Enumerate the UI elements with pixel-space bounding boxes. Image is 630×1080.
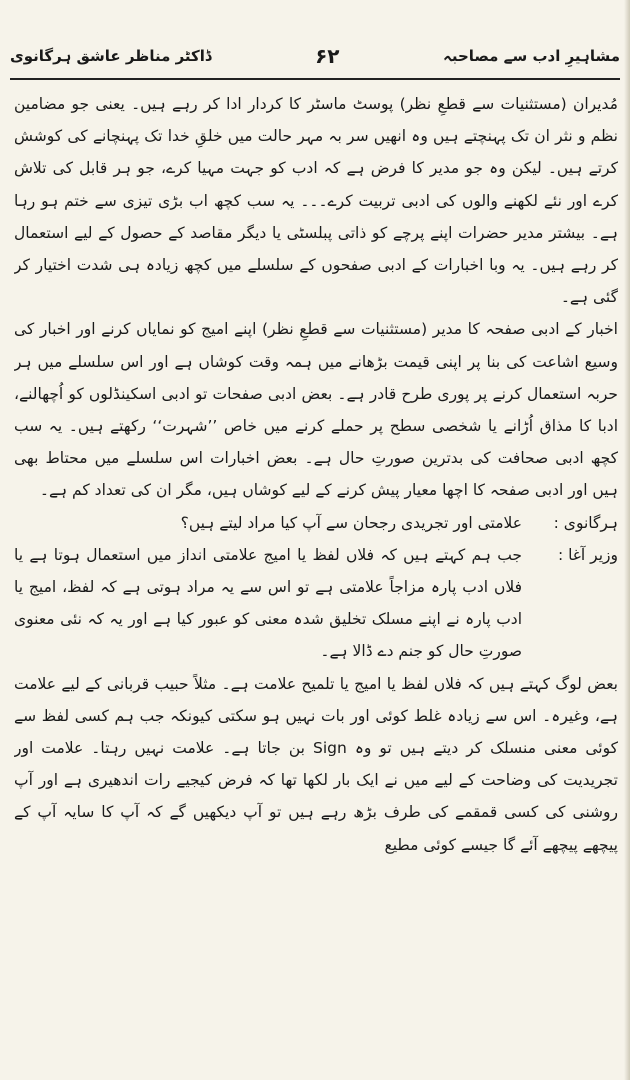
speaker-name: وزیر آغا : (557, 545, 618, 564)
binding-shadow (624, 0, 630, 1080)
page-number: ۶۲ (315, 44, 340, 68)
dialogue-question (14, 507, 618, 539)
closing-text-start: بعض لوگ کہتے ہیں کہ فلاں لفظ یا امیج یا تلمیح علامت ہے۔ مثلاً حبیب قربانی کے لیے علامت ہے، وغیرہ۔ اس سے زیادہ غلط کوئی اور بات نہیں ہو سکتی کیونکہ جب ہم کسی لفظ سے کوئی معنی منسلک کر دیتے ہیں تو وہ (14, 674, 618, 758)
header-divider (10, 78, 620, 80)
paragraph-2: اخبار کے ادبی صفحہ کا مدیر (مستثنیات سے قطعِ نظر) اپنے امیج کو نمایاں کرنے اور اخبار کی وسیع اشاعت کی بنا پر اپنی قیمت بڑھانے میں ہمہ وقت کوشاں ہے اور اس سلسلے میں ہر حربہ استعمال کرنے پر پوری طرح قادر ہے۔ بعض ادبی صفحات تو ادبی اسکینڈلوں کو اُچھالنے، ادبا کا مذاق اُڑانے یا شخصی سطح پر حملے کرنے میں خاص ’’شہرت‘‘ رکھتے ہیں۔ یہ سب کچھ ادبی صحافت کی بدترین صورتِ حال ہے۔ بعض اخبارات اس سلسلے میں محتاط بھی ہیں اور ادبی صفحہ کا اچھا معیار پیش کرنے کے لیے کوشاں ہیں، مگر ان کی تعداد کم ہے۔ (14, 320, 618, 500)
closing-text-end: بن جاتا ہے۔ علامت نہیں رہتا۔ علامت اور تجریدیت کی وضاحت کے لیے میں نے ایک بار لکھا تھا کہ فرض کیجیے رات اندھیری ہے اور آپ روشنی کی کسی قمقمے کی طرف بڑھ رہے ہیں تو آپ دیکھیں گے کہ آپ کا سایہ آپ کے پیچھے پیچھے آئے گا جیسے کوئی مطیع (14, 739, 618, 854)
paragraph-1: مُدیران (مستثنیات سے قطعِ نظر) پوسٹ ماسٹر کا کردار ادا کر رہے ہیں۔ یعنی جو مضامین نظم و نثر ان تک پہنچتے ہیں وہ انھیں سر بہ مہر حالت میں خلقِ خدا تک پہنچانے کی کوشش کرتے ہیں۔ لیکن وہ جو مدیر کا فرض ہے کہ ادب کو جہت مہیا کرے، جو ہر قابل کی تلاش کرے اور نئے لکھنے والوں کی ادبی تربیت کرے۔۔۔ یہ سب کچھ اب بڑی تیزی سے ختم ہو رہا ہے۔ بیشتر مدیر حضرات اپنے پرچے کو ذاتی پبلسٹی یا دیگر مقاصد کے حصول کے لیے استعمال کر رہے ہیں۔ یہ وبا اخبارات کے ادبی صفحوں کے سلسلے میں کچھ زیادہ ہی شدت اختیار کر گئی ہے۔ (14, 95, 618, 307)
english-term: Sign (312, 739, 347, 758)
closing-paragraph (14, 668, 618, 861)
book-title: مشاہیرِ ادب سے مصاحبہ (443, 47, 620, 65)
author-name: ڈاکٹر مناظر عاشق ہرگانوی (10, 47, 212, 65)
dialogue-answer (14, 539, 618, 668)
dialogue-text: جب ہم کہتے ہیں کہ فلاں لفظ یا امیج علامتی انداز میں استعمال ہوتا ہے یا فلاں ادب پارہ مزاجاً علامتی ہے تو اس سے یہ مراد ہوتی ہے کہ لفظ، امیج یا ادب پارہ نے اپنے مسلک تخلیق شدہ معنی کو عبور کیا ہے اور یہ کہ نئی معنوی صورتِ حال کو جنم دے ڈالا ہے۔ (14, 545, 522, 661)
speaker-name: ہرگانوی : (553, 513, 618, 532)
page-header (10, 36, 620, 76)
dialogue-text: علامتی اور تجریدی رجحان سے آپ کیا مراد لیتے ہیں؟ (180, 513, 522, 532)
page-body (14, 88, 618, 1040)
